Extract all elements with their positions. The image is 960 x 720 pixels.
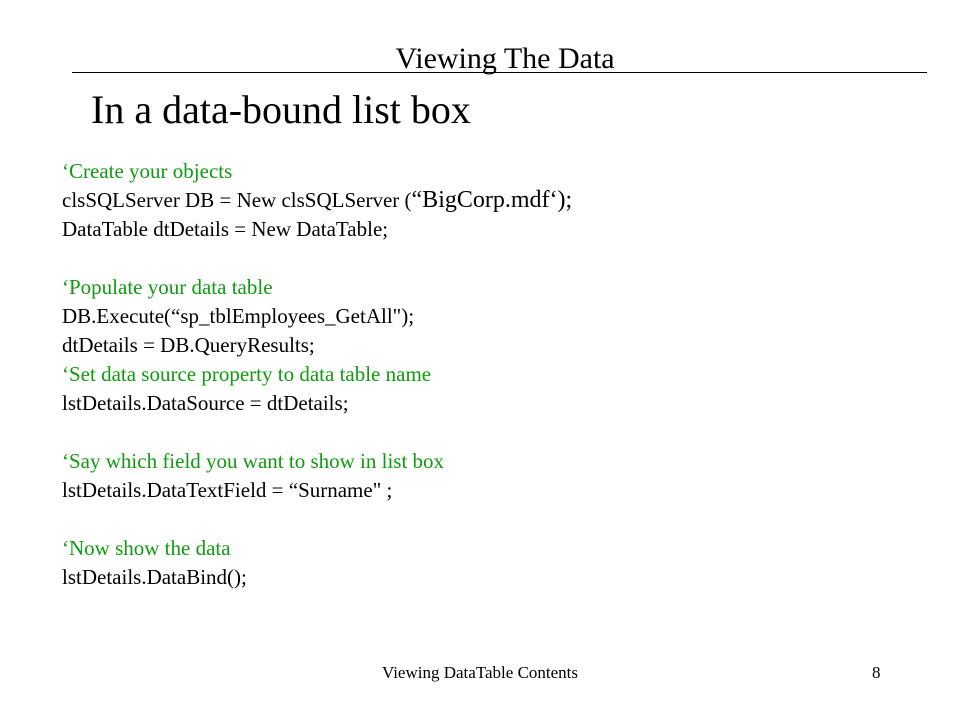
code-line-text-field: lstDetails.DataTextField = “Surname" ; xyxy=(62,478,393,502)
code-comment-text-field: ‘Say which field you want to show in list box xyxy=(62,449,445,473)
title-underline xyxy=(72,72,927,73)
page-number: 8 xyxy=(872,663,881,682)
code-comment-populate: ‘Populate your data table xyxy=(62,275,273,299)
footer-label: Viewing DataTable Contents xyxy=(381,663,579,682)
code-blank-line xyxy=(62,244,922,273)
code-line-query-results: dtDetails = DB.QueryResults; xyxy=(62,333,315,357)
code-blank-line xyxy=(62,418,922,447)
slide-title: Viewing The Data xyxy=(395,42,615,75)
code-line-execute: DB.Execute(“sp_tblEmployees_GetAll"); xyxy=(62,304,415,328)
section-heading: In a data-bound list box xyxy=(91,87,471,132)
code-line-create-db-start: clsSQLServer DB = New clsSQLServer ( xyxy=(62,188,412,212)
code-block xyxy=(62,157,922,592)
code-line-data-bind: lstDetails.DataBind(); xyxy=(62,565,247,589)
code-comment-create-objects: ‘Create your objects xyxy=(62,159,233,183)
code-blank-line xyxy=(62,505,922,534)
code-line-data-source: lstDetails.DataSource = dtDetails; xyxy=(62,391,349,415)
code-comment-data-source: ‘Set data source property to data table name xyxy=(62,362,432,386)
code-line-create-datatable: DataTable dtDetails = New DataTable; xyxy=(62,217,389,241)
code-line-create-db xyxy=(62,186,922,215)
code-line-create-db-argument: “BigCorp.mdf‘); xyxy=(411,187,573,213)
code-comment-show-data: ‘Now show the data xyxy=(62,536,231,560)
